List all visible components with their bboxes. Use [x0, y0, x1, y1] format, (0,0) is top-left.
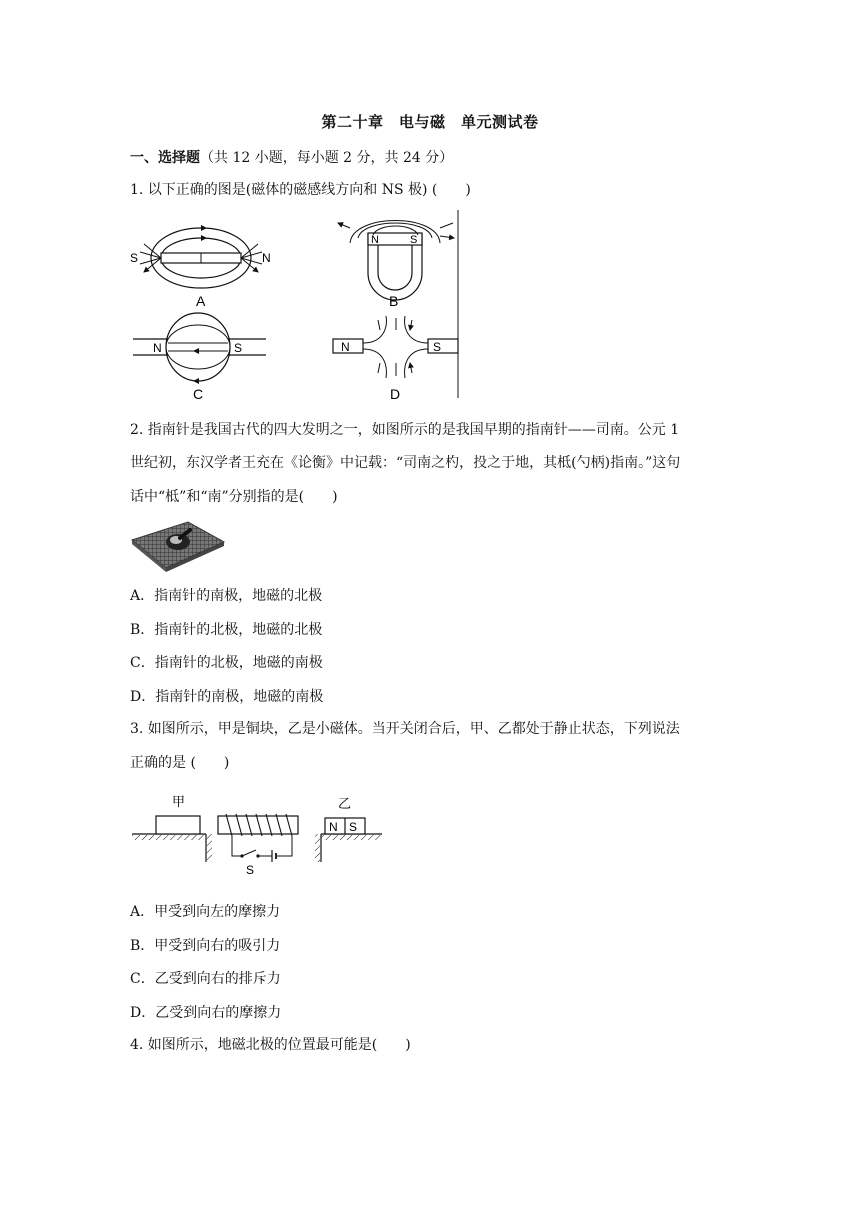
q3-option-a: A．甲受到向左的摩擦力 [130, 904, 281, 920]
q1-d-label: D [390, 386, 401, 402]
q1-b-right-pole: S [410, 234, 418, 246]
question-4: 4. 如图所示，地磁北极的位置最可能是( ) [130, 1037, 411, 1053]
q2-option-c: C．指南针的北极，地磁的南极 [130, 655, 323, 671]
q1-c-right-pole: S [234, 341, 243, 355]
q1-b-label: B [389, 293, 399, 309]
q3-magnet-s: S [349, 820, 358, 834]
question-3-line-2: 正确的是 ( ) [130, 755, 230, 771]
q1-fig-a [130, 228, 271, 309]
q2-option-d: D．指南针的南极，地磁的南极 [130, 689, 324, 705]
question-2-line-3: 话中“柢”和“南”分别指的是( ) [130, 489, 338, 505]
q1-a-left-pole: S [130, 251, 139, 265]
q1-b-left-pole: N [371, 234, 379, 246]
question-3-line-1: 3. 如图所示，甲是铜块，乙是小磁体。当开关闭合后，甲、乙都处于静止状态，下列说法 [130, 721, 680, 737]
q1-c-label: C [193, 386, 204, 402]
section-heading [130, 147, 453, 167]
q3-option-d: D．乙受到向右的摩擦力 [130, 1005, 282, 1021]
section-note: （共 12 小题，每小题 2 分，共 24 分） [200, 150, 454, 166]
q3-label-yi: 乙 [338, 796, 352, 811]
q1-d-left-pole: N [341, 340, 350, 354]
q1-fig-b [338, 221, 454, 310]
q3-option-c: C．乙受到向右的排斥力 [130, 971, 281, 987]
q3-magnet-n: N [329, 820, 338, 834]
page-title: 第二十章 电与磁 单元测试卷 [321, 113, 539, 131]
q1-a-label: A [196, 293, 206, 309]
q1-fig-c [133, 313, 266, 402]
q2-option-a: A．指南针的南极，地磁的北极 [130, 588, 323, 604]
q3-switch-label: S [246, 863, 255, 877]
q1-fig-d [333, 316, 458, 402]
section-label: 一、选择题 [130, 150, 200, 166]
q1-d-right-pole: S [433, 340, 442, 354]
q3-label-jia: 甲 [172, 794, 186, 809]
q3-figure [128, 790, 388, 880]
q2-option-b: B．指南针的北极，地磁的北极 [130, 622, 323, 638]
question-2-line-1: 2. 指南针是我国古代的四大发明之一，如图所示的是我国早期的指南针——司南。公元 1 [130, 422, 680, 438]
question-2-line-2: 世纪初，东汉学者王充在《论衡》中记载：“司南之杓，投之于地，其柢(勺柄)指南。”这句 [130, 455, 681, 471]
sinan-compass-image [128, 516, 228, 572]
q3-option-b: B．甲受到向右的吸引力 [130, 938, 281, 954]
q1-figure [128, 208, 463, 403]
q1-c-left-pole: N [153, 341, 162, 355]
question-1: 1. 以下正确的图是(磁体的磁感线方向和 NS 极) ( ) [130, 182, 471, 198]
q1-a-right-pole: N [262, 251, 271, 265]
